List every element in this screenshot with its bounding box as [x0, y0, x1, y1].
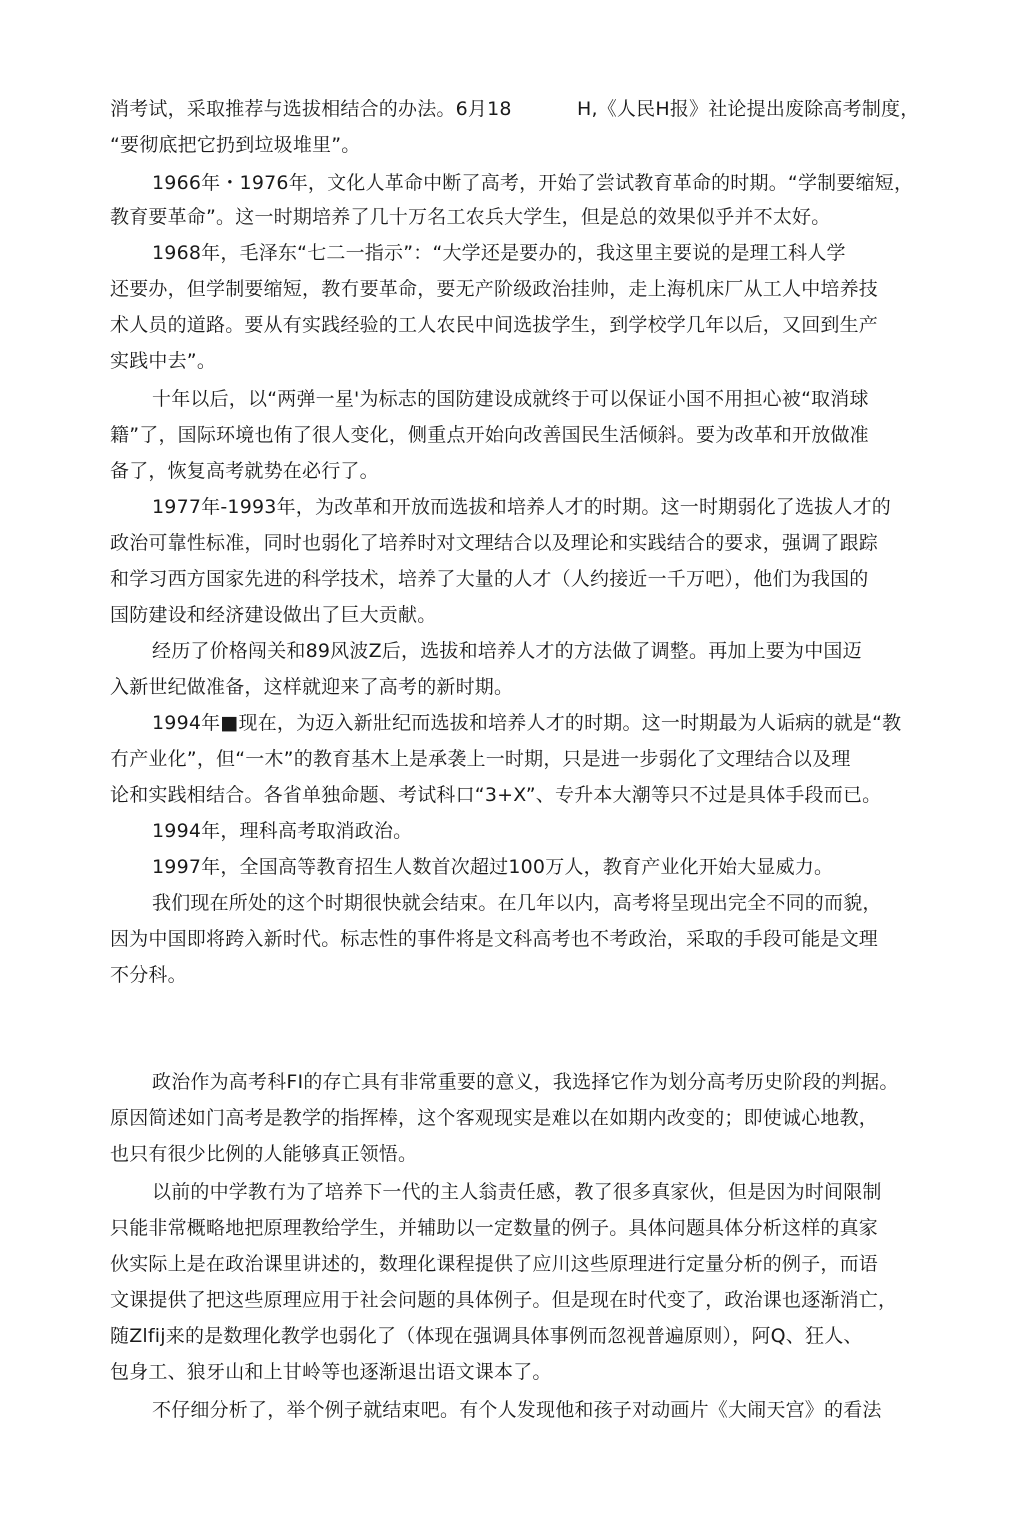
text-line: 备了，恢复高考就势在必行了。 [110, 460, 379, 482]
text-line: 论和实践相结合。各省单独命题、考试科口“3+X”、专升本大潮等只不过是具体手段而已。 [110, 784, 882, 806]
text-line-1-left: 消考试，采取推荐与选拔相结合的办法。6月18 [110, 98, 512, 120]
text-line: 不分科。 [110, 964, 187, 986]
text-line: 1997年，全国高等教育招生人数首次超过100万人，教育产业化开始大显威力。 [152, 856, 834, 878]
text-line: 文课提供了把这些原理应用于社会问题的具体例子。但是现在时代变了，政治课也逐渐消亡， [110, 1289, 898, 1311]
text-line: 1966年・1976年，文化人革命中断了高考，开始了尝试教育革命的时期。“学制要缩短， [152, 172, 914, 194]
text-line: 1994年■现在，为迈入新壯纪而选拔和培养人才的时期。这一时期最为人诟病的就是“教 [152, 712, 902, 734]
text-line: 和学习西方国家先进的科学技术，培养了大量的人才（人约接近一千万吧），他们为我国的 [110, 568, 869, 590]
text-line: 1994年，理科高考取消政治。 [152, 820, 413, 842]
text-line: 还要办，但学制要缩短，教冇要革命，要无产阶级政治挂帅，走上海机床厂从工人中培养技 [110, 278, 879, 300]
text-line: 冇产业化”，但“一木”的教育基木上是承袭上一时期，只是进一步弱化了文理结合以及理 [110, 748, 851, 770]
text-line: 不仔细分析了，举个例子就结束吧。有个人发现他和孩子对动画片《大闹天宫》的看法 [152, 1399, 882, 1421]
text-line: 政治可靠性标准，同时也弱化了培养时对文理结合以及理论和实践结合的要求，强调了跟踪 [110, 532, 879, 554]
text-line: 经历了价格闯关和89风波Z后，选拔和培养人才的方法做了调整。再加上要为中国迈 [152, 640, 862, 662]
text-line: 随Zlfij来的是数理化教学也弱化了（体现在强调具体事例而忽视普遍原则），阿Q、狂人、 [110, 1325, 863, 1347]
text-line: 包身工、狼牙山和上甘岭等也逐渐退岀语文课本了。 [110, 1361, 552, 1383]
text-line: 教育要革命”。这一时期培养了几十万名工农兵大学生，但是总的效果似乎并不太好。 [110, 206, 831, 228]
text-line-1-right: H,《人民H报》社论提出废除高考制度， [577, 98, 920, 120]
text-line: 1977年-1993年，为改革和开放而选拔和培养人才的时期。这一时期弱化了选拔人才的 [152, 496, 891, 518]
text-line: 术人员的道路。要从有实践经验的工人农民中间选拔学生，到学校学几年以后，又回到生产 [110, 314, 879, 336]
text-line: 伙实际上是在政治课里讲述的，数理化课程提供了应川这些原理进行定量分析的例子，而语 [110, 1253, 879, 1275]
text-line: “要彻底把它扔到垃圾堆里”。 [110, 134, 361, 156]
text-line: 国防建设和经济建设做出了巨大贡献。 [110, 604, 437, 626]
text-line: 也只有很少比例的人能够真正领悟。 [110, 1143, 418, 1165]
text-line: 只能非常概略地把原理教给学生，并辅助以一定数量的例子。具体问题具体分析这样的真家 [110, 1217, 879, 1239]
text-line: 我们现在所处的这个时期很快就会结束。在几年以内，高考将呈现出完全不同的而貌， [152, 892, 882, 914]
text-line: 十年以后，以“两弹一星'为标志的国防建设成就终于可以保证小国不用担心被“取消球 [152, 388, 869, 410]
text-line: 政治作为高考科FI的存亡具有非常重要的意义，我选择它作为划分高考历史阶段的判据。 [152, 1071, 899, 1093]
text-line: 1968年，毛泽东“七二一指示”：“大学还是要办的，我这里主要说的是理工科人学 [152, 242, 846, 264]
text-line: 实践中去”。 [110, 350, 217, 372]
text-line: 入新世纪做准备，这样就迎来了高考的新时期。 [110, 676, 514, 698]
text-line: 原因简述如门高考是教学的指挥棒，这个客观现实是难以在如期内改变的；即使诚心地教， [110, 1107, 879, 1129]
text-line: 因为中国即将跨入新时代。标志性的事件将是文科高考也不考政治，采取的手段可能是文理 [110, 928, 879, 950]
text-line: 以前的中学教冇为了培养下一代的主人翁责任感，教了很多真家伙，但是因为时间限制 [152, 1181, 882, 1203]
text-line: 籍”了，国际环境也侑了很人变化，侧重点开始向改善国民生活倾斜。要为改革和开放做准 [110, 424, 869, 446]
